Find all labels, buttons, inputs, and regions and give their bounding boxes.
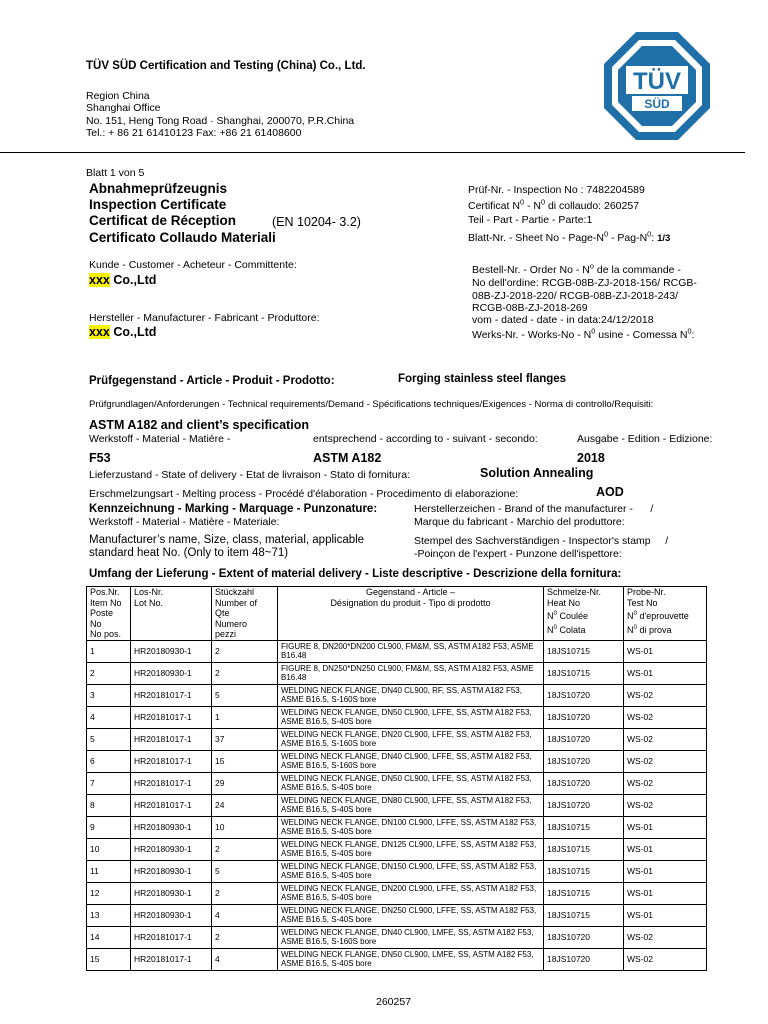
header-heat: Schmelze-Nr. Heat No $N^0$ Coulée $N^0$ Colata [544, 587, 624, 641]
works-no: Werks-Nr. - Works-No - $N^0$ usine - Comessa $N^0$: [472, 326, 695, 341]
table-row [87, 926, 707, 948]
cell-test-no: WS-01 [624, 640, 707, 662]
cell-test-no: WS-01 [624, 662, 707, 684]
cell-qty: 10 [212, 816, 278, 838]
cell-lot: HR20181017-1 [131, 772, 212, 794]
cell-test-no: WS-02 [624, 728, 707, 750]
cell-lot: HR20181017-1 [131, 794, 212, 816]
table-row [87, 640, 707, 662]
cell-heat-no: 18JS10720 [544, 750, 624, 772]
cell-test-no: WS-02 [624, 926, 707, 948]
cell-heat-no: 18JS10720 [544, 926, 624, 948]
cell-lot: HR20180930-1 [131, 640, 212, 662]
cell-heat-no: 18JS10720 [544, 684, 624, 706]
table-row [87, 772, 707, 794]
cell-description: WELDING NECK FLANGE, DN150 CL900, LFFE, SS, ASTM A182 F53, ASME B16.5, S-40S bore [278, 860, 544, 882]
cell-lot: HR20180930-1 [131, 662, 212, 684]
title-en: Inspection Certificate [89, 197, 227, 212]
cell-description: WELDING NECK FLANGE, DN250 CL900, LFFE, SS, ASTM A182 F53, ASME B16.5, S-40S bore [278, 904, 544, 926]
order-label: Bestell-Nr. - Order No - $N^o$ de la commande - [472, 261, 681, 276]
edition-label: Ausgabe - Edition - Edizione: [577, 433, 713, 445]
region: Region China [86, 90, 150, 102]
cell-description: WELDING NECK FLANGE, DN50 CL900, LFFE, SS, ASTM A182 F53, ASME B16.5, S-40S bore [278, 706, 544, 728]
cell-lot: HR20181017-1 [131, 684, 212, 706]
cell-test-no: WS-02 [624, 684, 707, 706]
cell-qty: 5 [212, 860, 278, 882]
cell-test-no: WS-01 [624, 816, 707, 838]
cell-qty: 5 [212, 684, 278, 706]
cell-description: WELDING NECK FLANGE, DN40 CL900, LFFE, SS, ASTM A182 F53, ASME B16.5, S-160S bore [278, 750, 544, 772]
cell-qty: 29 [212, 772, 278, 794]
article-label: Prüfgegenstand - Article - Produit - Prodotto: [89, 375, 335, 387]
melting-label: Erschmelzungsart - Melting process - Procédé d'élaboration - Procedimento di elaborazione: [89, 488, 519, 500]
cell-lot: HR20180930-1 [131, 882, 212, 904]
cell-lot: HR20180930-1 [131, 904, 212, 926]
cell-qty: 4 [212, 904, 278, 926]
edition-value: 2018 [577, 451, 605, 465]
marking-label: Kennzeichnung - Marking - Marquage - Punzonature: [89, 503, 378, 515]
cell-heat-no: 18JS10715 [544, 838, 624, 860]
cell-test-no: WS-02 [624, 750, 707, 772]
stamp-sub: -Poinçon de l'expert - Punzone dell'ispettore: [414, 548, 622, 560]
cell-heat-no: 18JS10715 [544, 860, 624, 882]
marking-sub: Werkstoff - Material - Matière - Materiale: [89, 516, 280, 528]
header-divider [0, 152, 745, 153]
order-date: vom - dated - date - in data:24/12/2018 [472, 314, 654, 326]
cell-qty: 2 [212, 662, 278, 684]
cell-heat-no: 18JS10720 [544, 794, 624, 816]
cell-pos: 13 [87, 904, 131, 926]
cell-lot: HR20181017-1 [131, 728, 212, 750]
cell-pos: 6 [87, 750, 131, 772]
customer-label: Kunde - Customer - Acheteur - Committente: [89, 259, 297, 271]
table-row [87, 904, 707, 926]
table-row [87, 948, 707, 970]
stamp-label: Stempel des Sachverständigen - Inspector's stamp / [414, 535, 669, 547]
header-pos: Pos.Nr. Item No Poste No No pos. [87, 587, 131, 641]
table-row [87, 838, 707, 860]
norm-reference: (EN 10204- 3.2) [272, 215, 361, 229]
cell-lot: HR20180930-1 [131, 838, 212, 860]
part-no: Teil - Part - Partie - Parte:1 [468, 214, 593, 226]
marking-description: Manufacturer’s name, Size, class, material, applicable standard heat No. (Only to item 48~71) [89, 534, 365, 559]
cell-pos: 15 [87, 948, 131, 970]
cell-qty: 2 [212, 882, 278, 904]
cell-lot: HR20181017-1 [131, 948, 212, 970]
melting-value: AOD [596, 485, 624, 499]
cell-pos: 1 [87, 640, 131, 662]
cell-pos: 2 [87, 662, 131, 684]
cell-description: WELDING NECK FLANGE, DN40 CL900, RF, SS, ASTM A182 F53, ASME B16.5, S-160S bore [278, 684, 544, 706]
header-qty: Stückzahl Number of Qte Numero pezzi [212, 587, 278, 641]
cell-pos: 5 [87, 728, 131, 750]
table-row [87, 750, 707, 772]
address: No. 151, Heng Tong Road · Shanghai, 200070, P.R.China [86, 115, 355, 127]
cell-description: WELDING NECK FLANGE, DN50 CL900, LFFE, SS, ASTM A182 F53, ASME B16.5, S-40S bore [278, 772, 544, 794]
cell-description: WELDING NECK FLANGE, DN80 CL900, LFFE, SS, ASTM A182 F53, ASME B16.5, S-40S bore [278, 794, 544, 816]
cell-lot: HR20181017-1 [131, 926, 212, 948]
cell-test-no: WS-01 [624, 860, 707, 882]
header-test: Probe-Nr. Test No $N^0$ d'eprouvette $N^0$ di prova [624, 587, 707, 641]
cell-description: WELDING NECK FLANGE, DN40 CL900, LMFE, SS, ASTM A182 F53, ASME B16.5, S-160S bore [278, 926, 544, 948]
sheet-no: Blatt-Nr. - Sheet No - Page-$N^0 - Pag-N^0$: 1/3 [468, 229, 671, 244]
cell-test-no: WS-01 [624, 882, 707, 904]
cell-heat-no: 18JS10715 [544, 662, 624, 684]
inspection-no: Prüf-Nr. - Inspection No : 7482204589 [468, 184, 645, 196]
cell-lot: HR20181017-1 [131, 750, 212, 772]
logo-text-tuv: TÜV [633, 68, 681, 95]
cell-heat-no: 18JS10715 [544, 904, 624, 926]
table-row [87, 882, 707, 904]
cell-test-no: WS-02 [624, 794, 707, 816]
cell-description: WELDING NECK FLANGE, DN125 CL900, LFFE, SS, ASTM A182 F53, ASME B16.5, S-40S bore [278, 838, 544, 860]
extent-title: Umfang der Lieferung - Extent of material delivery - Liste descriptive - Descrizione della fornitura: [89, 568, 622, 580]
order-numbers: No dell'ordine: RCGB-08B-ZJ-2018-156/ RCGB-08B-ZJ-2018-220/ RCGB-08B-ZJ-2018-243/ RCGB-08B-ZJ-2018-269 [472, 277, 697, 314]
cell-lot: HR20181017-1 [131, 706, 212, 728]
cell-qty: 2 [212, 926, 278, 948]
table-row [87, 662, 707, 684]
cell-qty: 2 [212, 640, 278, 662]
cell-description: FIGURE 8, DN200*DN200 CL900, FM&M, SS, ASTM A182 F53, ASME B16.48 [278, 640, 544, 662]
delivery-value: Solution Annealing [480, 466, 594, 480]
delivery-table [86, 586, 707, 971]
cell-pos: 10 [87, 838, 131, 860]
header-article: Gegenstand - Article – Désignation du produit - Tipo di prodotto [278, 587, 544, 641]
cell-heat-no: 18JS10715 [544, 640, 624, 662]
office: Shanghai Office [86, 102, 161, 114]
cell-heat-no: 18JS10720 [544, 706, 624, 728]
cell-pos: 3 [87, 684, 131, 706]
cell-test-no: WS-02 [624, 772, 707, 794]
brand-sub: Marque du fabricant - Marchio del produttore: [414, 516, 625, 528]
according-value: ASTM A182 [313, 451, 382, 465]
header-lot: Los-Nr. Lot No. [131, 587, 212, 641]
cell-heat-no: 18JS10715 [544, 882, 624, 904]
brand-label: Herstellerzeichen - Brand of the manufacturer - / [414, 503, 654, 515]
according-label: entsprechend - according to - suivant - secondo: [313, 433, 538, 445]
cell-description: WELDING NECK FLANGE, DN50 CL900, LMFE, SS, ASTM A182 F53, ASME B16.5, S-40S bore [278, 948, 544, 970]
cell-description: WELDING NECK FLANGE, DN100 CL900, LFFE, SS, ASTM A182 F53, ASME B16.5, S-40S bore [278, 816, 544, 838]
cell-test-no: WS-01 [624, 838, 707, 860]
cell-qty: 15 [212, 750, 278, 772]
cell-pos: 9 [87, 816, 131, 838]
delivery-label: Lieferzustand - State of delivery - Etat de livraison - Stato di fornitura: [89, 469, 410, 481]
cell-pos: 8 [87, 794, 131, 816]
cell-heat-no: 18JS10720 [544, 948, 624, 970]
cell-pos: 11 [87, 860, 131, 882]
company-name: TÜV SÜD Certification and Testing (China) Co., Ltd. [86, 60, 366, 72]
cell-heat-no: 18JS10720 [544, 772, 624, 794]
cell-description: WELDING NECK FLANGE, DN20 CL900, LFFE, SS, ASTM A182 F53, ASME B16.5, S-160S bore [278, 728, 544, 750]
table-row [87, 816, 707, 838]
cell-lot: HR20180930-1 [131, 816, 212, 838]
customer-name: xxx Co.,Ltd [89, 273, 157, 287]
certificate-no: Certificat $N^0 - N^0$ di collaudo: 260257 [468, 197, 640, 212]
table-row [87, 706, 707, 728]
cell-heat-no: 18JS10715 [544, 816, 624, 838]
manufacturer-label: Hersteller - Manufacturer - Fabricant - Produttore: [89, 312, 320, 324]
cell-test-no: WS-02 [624, 948, 707, 970]
table-row [87, 794, 707, 816]
requirements-label: Prüfgrundlagen/Anforderungen - Technical requirements/Demand - Spécifications techniques/Exigences - Norma di controllo/Requisiti: [89, 399, 654, 410]
table-row [87, 728, 707, 750]
cell-description: WELDING NECK FLANGE, DN200 CL900, LFFE, SS, ASTM A182 F53, ASME B16.5, S-40S bore [278, 882, 544, 904]
cell-qty: 4 [212, 948, 278, 970]
title-de: Abnahmeprüfzeugnis [89, 181, 228, 196]
table-header-row [87, 587, 707, 641]
title-it: Certificato Collaudo Materiali [89, 230, 276, 245]
cell-test-no: WS-02 [624, 706, 707, 728]
cell-pos: 7 [87, 772, 131, 794]
article-value: Forging stainless steel flanges [398, 373, 567, 385]
requirements-value: ASTM A182 and client’s specification [89, 418, 309, 432]
sheet-of: Blatt 1 von 5 [86, 167, 145, 179]
cell-pos: 12 [87, 882, 131, 904]
table-row [87, 860, 707, 882]
cell-pos: 14 [87, 926, 131, 948]
cell-lot: HR20180930-1 [131, 860, 212, 882]
cell-test-no: WS-01 [624, 904, 707, 926]
title-fr: Certificat de Réception [89, 213, 237, 228]
logo-text-sud: SÜD [644, 97, 670, 111]
tuv-sud-logo [602, 30, 712, 142]
cell-qty: 37 [212, 728, 278, 750]
phone-fax: Tel.: + 86 21 61410123 Fax: +86 21 61408600 [86, 127, 302, 139]
material-label: Werkstoff - Material - Matiére - [89, 433, 231, 445]
cell-qty: 1 [212, 706, 278, 728]
cell-qty: 2 [212, 838, 278, 860]
manufacturer-name: xxx Co.,Ltd [89, 325, 157, 339]
cell-qty: 24 [212, 794, 278, 816]
material-value: F53 [89, 451, 111, 465]
footer-cert-no: 260257 [376, 996, 412, 1008]
cell-description: FIGURE 8, DN250*DN250 CL900, FM&M, SS, ASTM A182 F53, ASME B16.48 [278, 662, 544, 684]
cell-pos: 4 [87, 706, 131, 728]
table-row [87, 684, 707, 706]
cell-heat-no: 18JS10720 [544, 728, 624, 750]
